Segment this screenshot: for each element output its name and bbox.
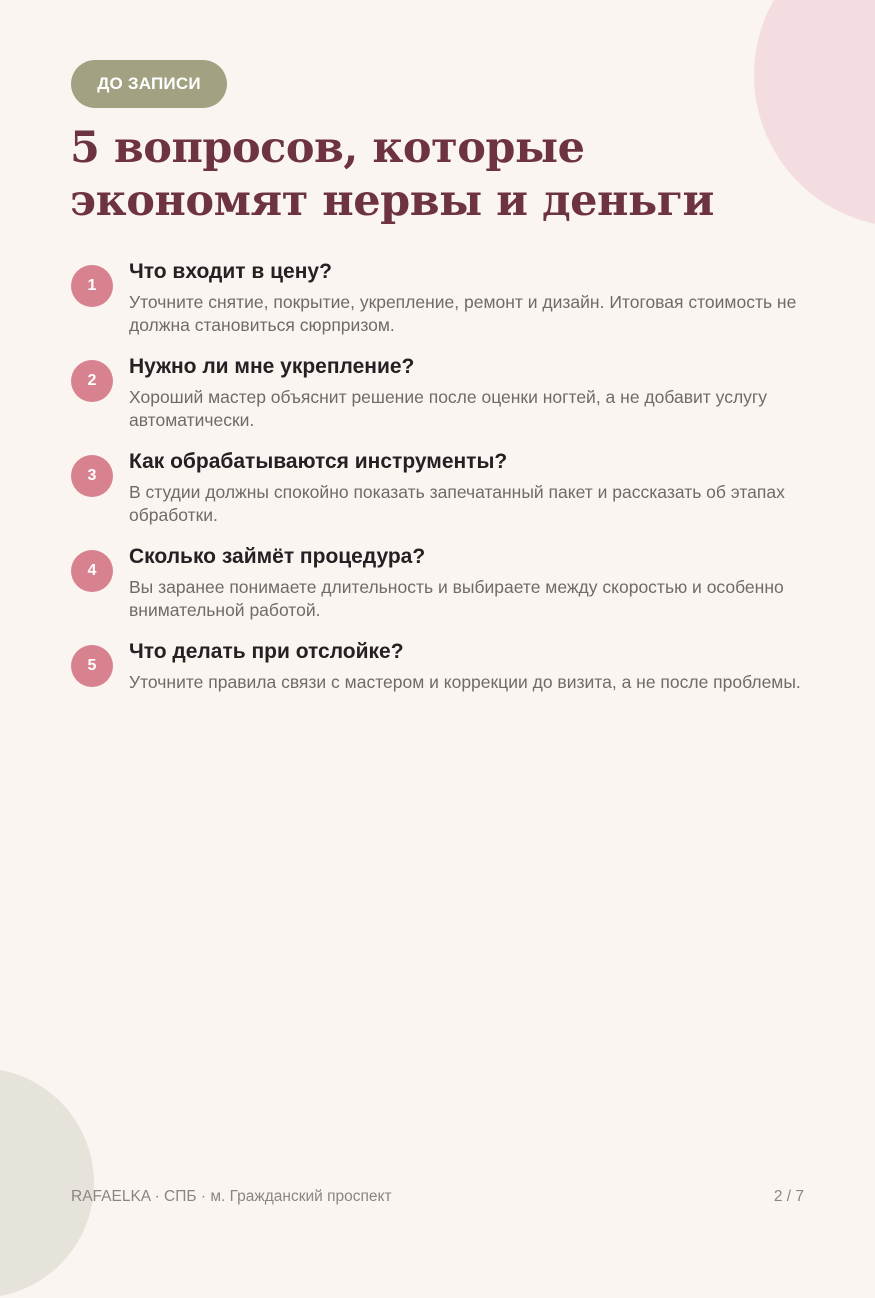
item-question: Что делать при отслойке?	[129, 640, 404, 663]
item-answer: В студии должны спокойно показать запечатанный пакет и рассказать об этапах обработки.	[129, 482, 785, 525]
page-title: 5 вопросов, которые экономят нервы и деньги	[70, 123, 714, 226]
item-number-badge: 3	[71, 455, 113, 497]
item-question: Как обрабатываются инструменты?	[129, 450, 508, 473]
page-number: 2 / 7	[773, 1188, 804, 1205]
item-question: Что входит в цену?	[129, 260, 332, 283]
item-number-badge: 4	[71, 550, 113, 592]
item-answer: Вы заранее понимаете длительность и выбираете между скоростью и особенно внимательной работой.	[129, 577, 784, 620]
questions-list	[71, 260, 811, 735]
item-number-badge: 1	[71, 265, 113, 307]
decorative-circle-bottom-left	[0, 1068, 94, 1298]
section-tag: ДО ЗАПИСИ	[71, 60, 227, 108]
item-question: Нужно ли мне укрепление?	[129, 355, 415, 378]
footer-brand-location: RAFAELKA · СПБ · м. Гражданский проспект	[71, 1188, 392, 1205]
item-number-badge: 2	[71, 360, 113, 402]
item-question: Сколько займёт процедура?	[129, 545, 426, 568]
item-answer: Хороший мастер объяснит решение после оценки ногтей, а не добавит услугу автоматически.	[129, 387, 768, 430]
item-answer: Уточните снятие, покрытие, укрепление, ремонт и дизайн. Итоговая стоимость не должна становиться сюрпризом.	[129, 292, 797, 335]
item-number-badge: 5	[71, 645, 113, 687]
list-item	[71, 355, 811, 450]
list-item	[71, 260, 811, 355]
list-item	[71, 545, 811, 640]
list-item	[71, 450, 811, 545]
item-answer: Уточните правила связи с мастером и коррекции до визита, а не после проблемы.	[129, 672, 801, 692]
list-item	[71, 640, 811, 735]
